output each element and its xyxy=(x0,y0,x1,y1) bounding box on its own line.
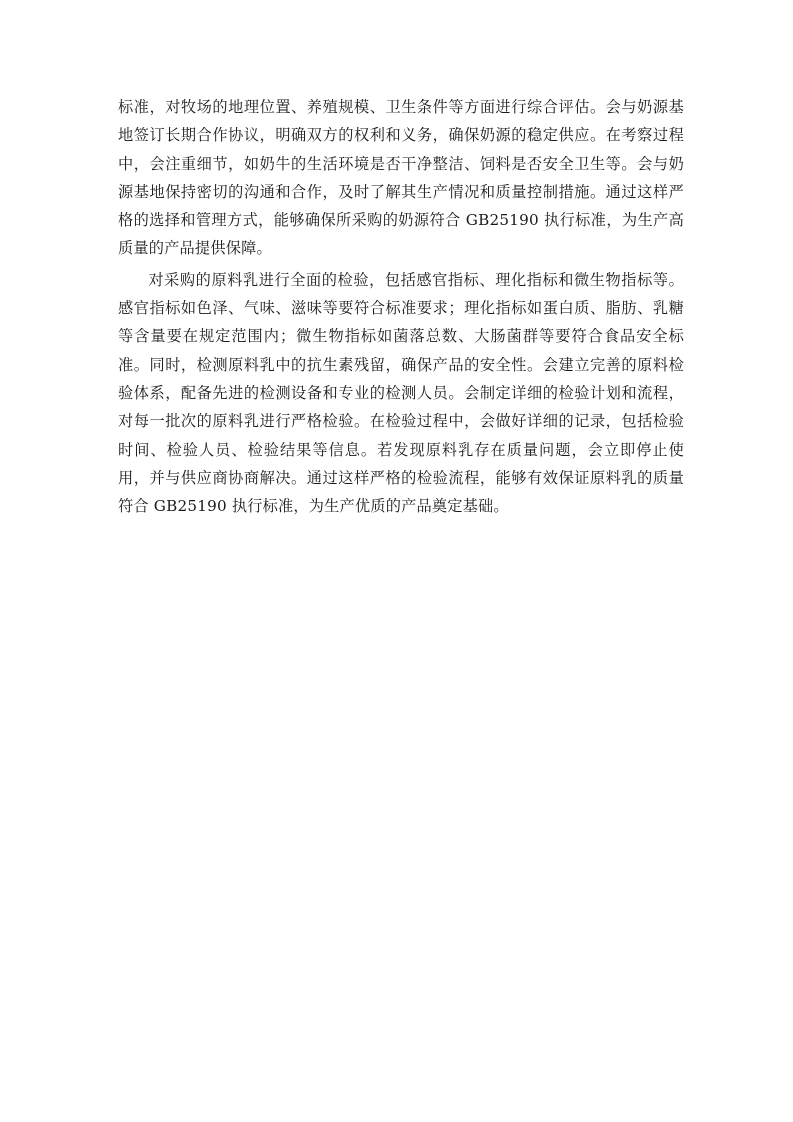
document-body xyxy=(118,93,684,520)
paragraph-continuation: 标准，对牧场的地理位置、养殖规模、卫生条件等方面进行综合评估。会与奶源基地签订长期合作协议，明确双方的权利和义务，确保奶源的稳定供应。在考察过程中，会注重细节，如奶牛的生活环境是否干净整洁、饲料是否安全卫生等。会与奶源基地保持密切的沟通和合作，及时了解其生产情况和质量控制措施。通过这样严格的选择和管理方式，能够确保所采购的奶源符合 GB25190 执行标准，为生产高质量的产品提供保障。 xyxy=(118,98,684,258)
paragraph-raw-milk-inspection: 对采购的原料乳进行全面的检验，包括感官指标、理化指标和微生物指标等。感官指标如色泽、气味、滋味等要符合标准要求；理化指标如蛋白质、脂肪、乳糖等含量要在规定范围内；微生物指标如菌落总数、大肠菌群等要符合食品安全标准。同时，检测原料乳中的抗生素残留，确保产品的安全性。会建立完善的原料检验体系，配备先进的检测设备和专业的检测人员。会制定详细的检验计划和流程，对每一批次的原料乳进行严格检验。在检验过程中，会做好详细的记录，包括检验时间、检验人员、检验结果等信息。若发现原料乳存在质量问题，会立即停止使用，并与供应商协商解决。通过这样严格的检验流程，能够有效保证原料乳的质量符合 GB25190 执行标准，为生产优质的产品奠定基础。 xyxy=(118,270,684,516)
